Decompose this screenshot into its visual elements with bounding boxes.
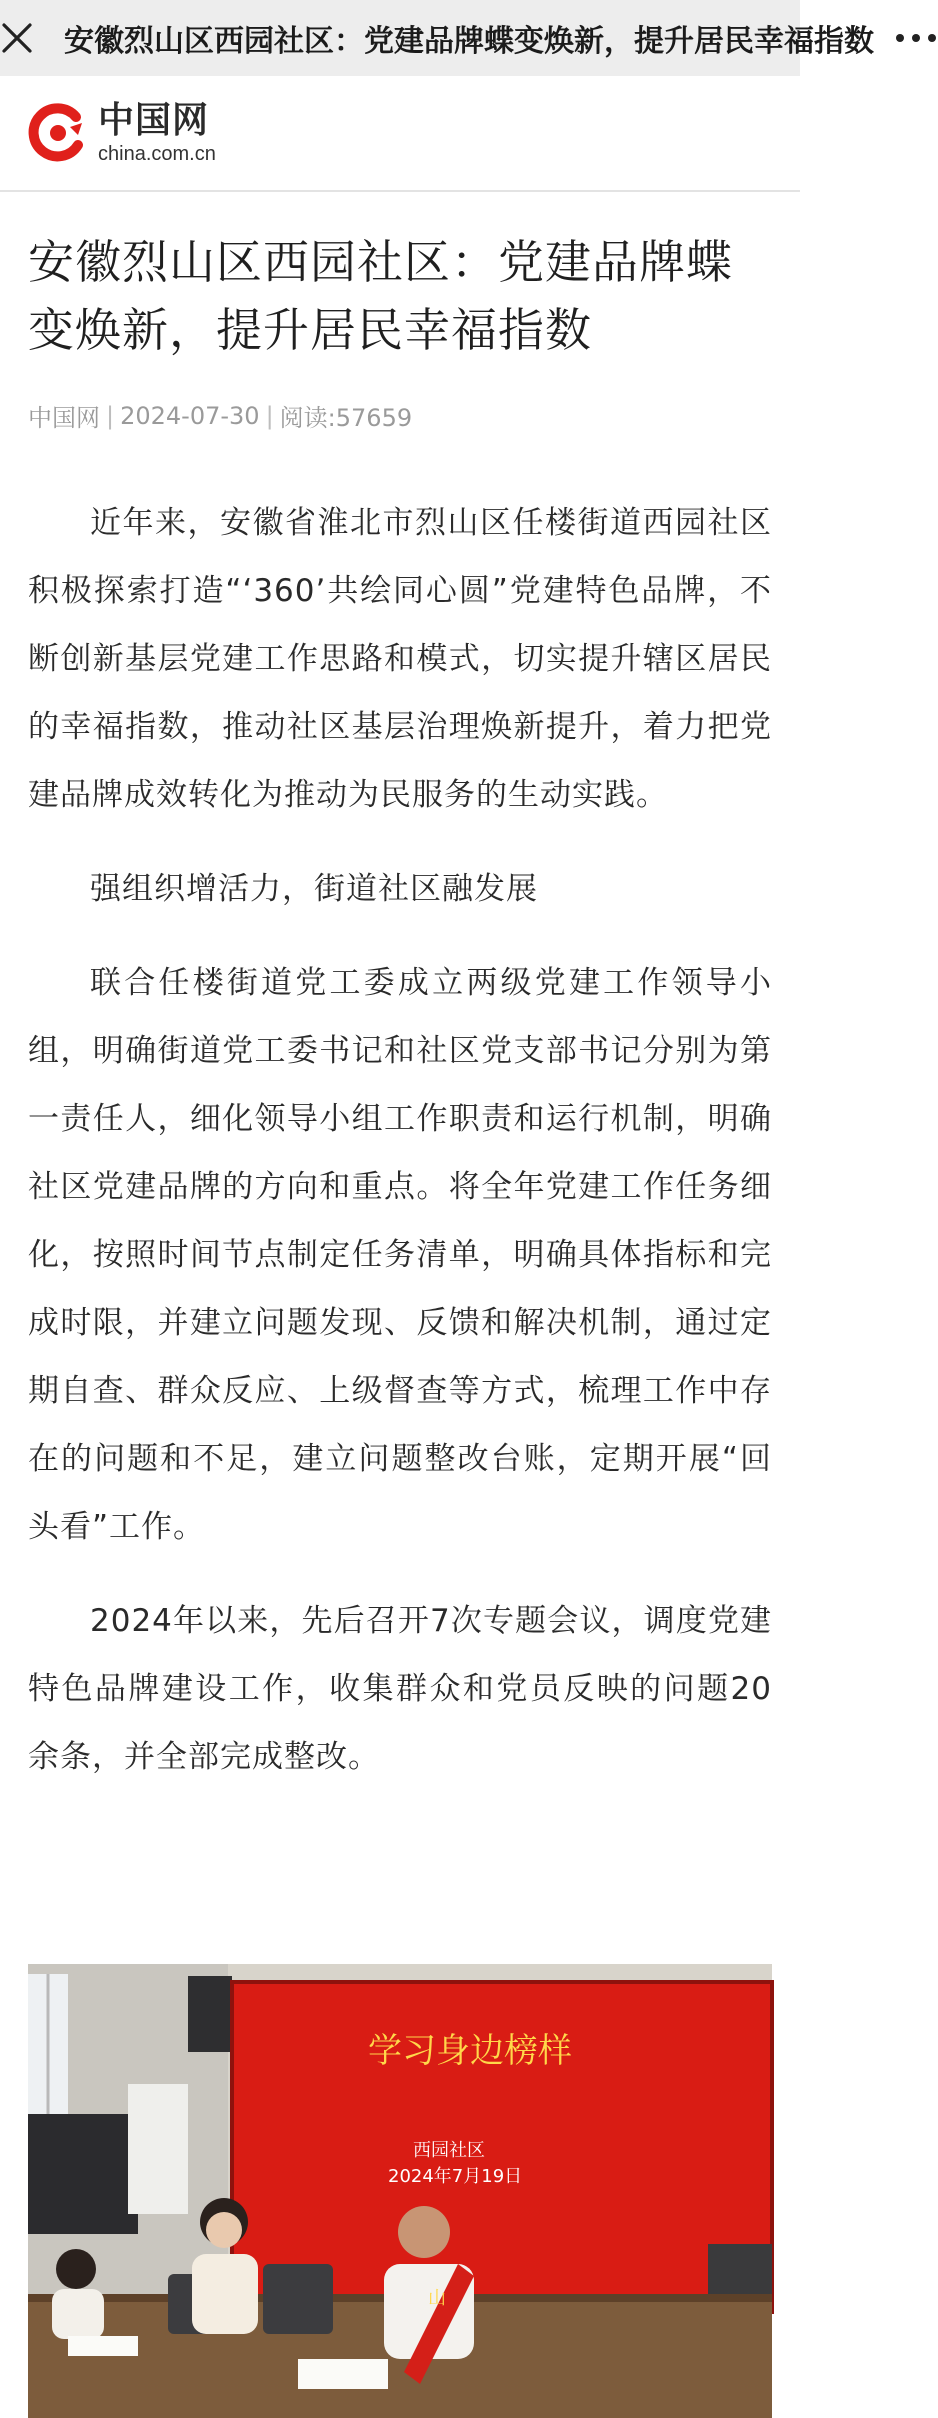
logo-chinese-text: 中国网 [98,99,210,141]
paragraph-organization: 联合任楼街道党工委成立两级党建工作领导小组，明确街道党工委书记和社区党支部书记分别为第一责任人，细化领导小组工作职责和运行机制，明确社区党建品牌的方向和重点。将全年党建工作任务细化，按照时间节点制定任务清单，明确具体指标和完成时限，并建立问题发现、反馈和解决机制，通过定期自查、群众反应、上级督查等方式，梳理工作中存在的问题和不足，建立问题整改台账，定期开展“回头看”工作。 [28,965,772,1545]
article-source: 中国网 [28,404,100,432]
page-title: 安徽烈山区西园社区：党建品牌蝶变焕新，提升居民幸福指数 [64,24,874,59]
paragraph-intro: 近年来，安徽省淮北市烈山区任楼街道西园社区积极探索打造“‘360’共绘同心圆”党建特色品牌，不断创新基层党建工作思路和模式，切实提升辖区居民的幸福指数，推动社区基层治理焕新提升，着力把党建品牌成效转化为推动为民服务的生动实践。 [28,505,772,813]
screen-title: 学习身边榜样 [368,2031,572,2071]
article-date: 2024-07-30 [120,401,260,430]
screen-date: 2024年7月19日 [388,2166,523,2187]
logo-mark-icon [28,103,88,163]
china-com-cn-logo[interactable] [28,99,216,165]
article-photo[interactable] [28,1964,772,2418]
paragraph-meetings: 2024年以来，先后召开7次专题会议，调度党建特色品牌建设工作，收集群众和党员反映的问题20余条，并全部完成整改。 [28,1603,772,1775]
site-header [0,76,800,192]
more-dots-icon [894,32,938,44]
close-button[interactable] [0,0,34,76]
article [28,192,772,1817]
sash-text: 山 [428,2288,446,2309]
screen-community: 西园社区 [413,2140,485,2161]
article-headline: 安徽烈山区西园社区：党建品牌蝶变焕新，提升居民幸福指数 [28,235,733,357]
top-nav-bar [0,0,874,76]
article-read-count: 阅读:57659 [279,404,413,432]
article-meta [28,398,772,433]
section-subheading: 强组织增活力，街道社区融发展 [90,871,538,907]
logo-domain-text: china.com.cn [98,142,216,165]
meta-separator: | [265,401,274,430]
article-body [28,489,772,1791]
meeting-photo-illustration [28,1964,772,2418]
more-options-button[interactable] [894,0,938,76]
meta-separator: | [106,401,115,430]
close-icon [0,21,34,55]
